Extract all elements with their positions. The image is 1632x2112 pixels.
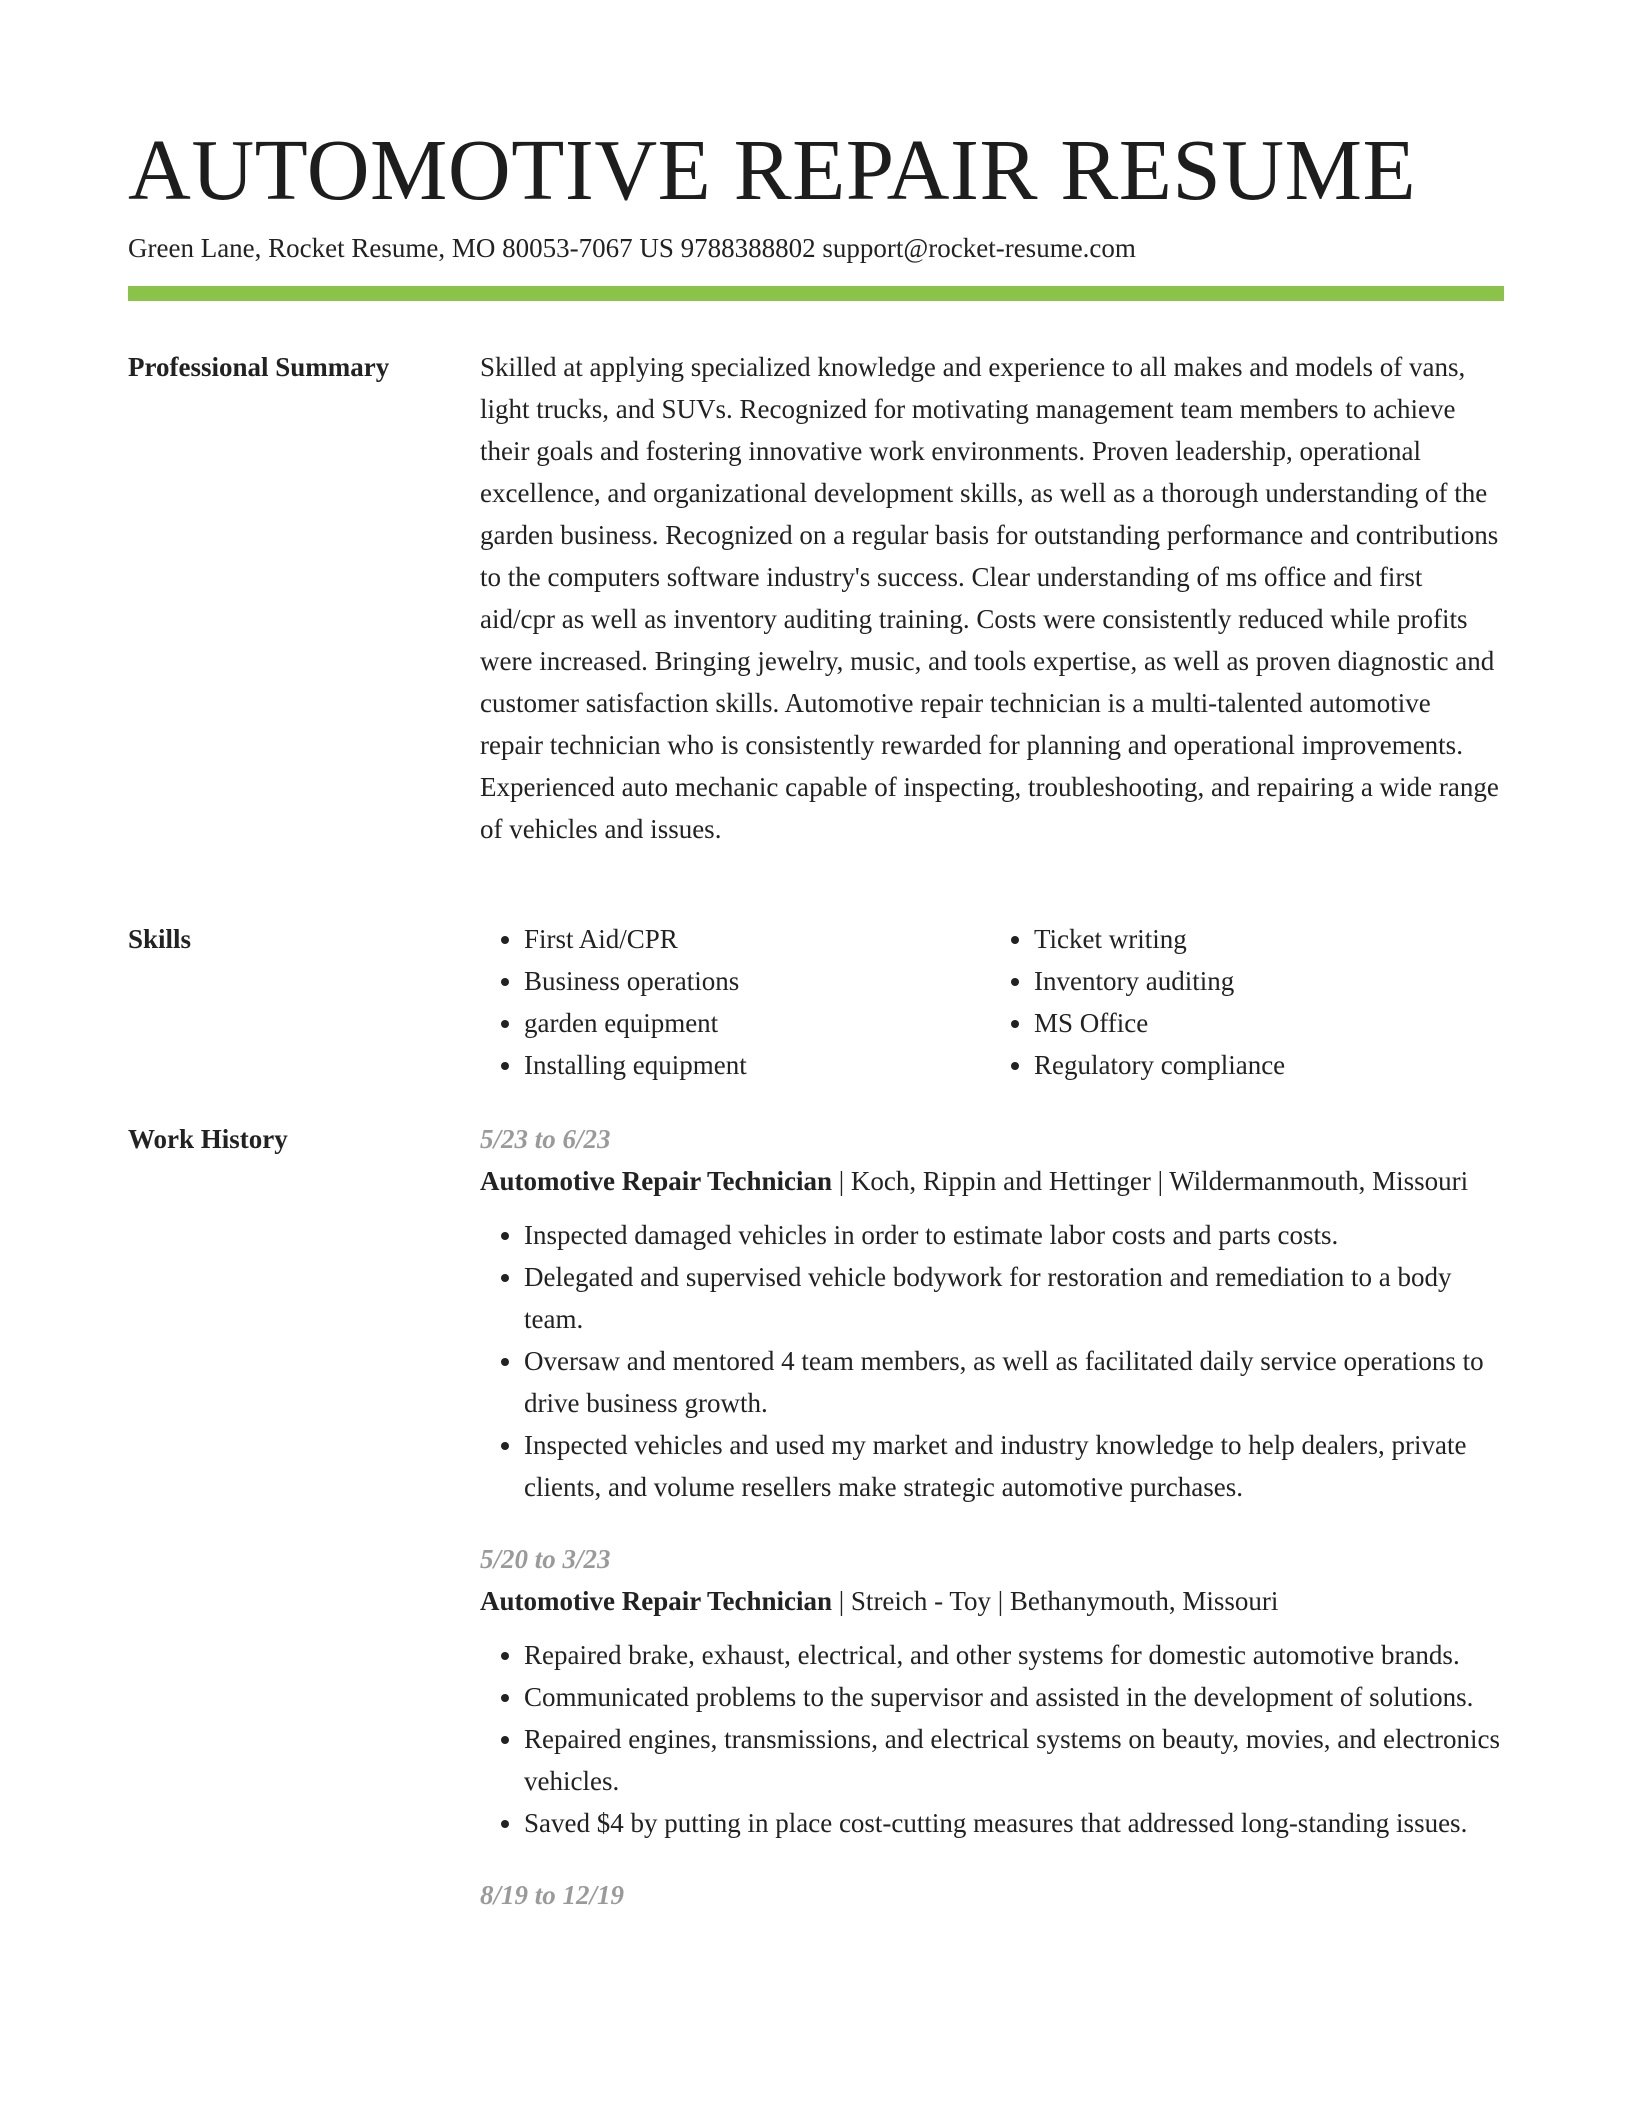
summary-text: Skilled at applying specialized knowledge and experience to all makes and models of vans, light trucks, and SUVs. Recognized for motivating management team members to achieve their goals and fostering innovative work environments. Proven leadership, operational excellence, and organizational development skills, as well as a thorough understanding of the garden business. Recognized on a regular basis for outstanding performance and contributions to the computers software industry's success. Clear understanding of ms office and first aid/cpr as well as inventory auditing training. Costs were consistently reduced while profits were increased. Bringing jewelry, music, and tools expertise, as well as proven diagnostic and customer satisfaction skills. Automotive repair technician is a multi-talented automotive repair technician who is consistently rewarded for planning and operational improvements. Experienced auto mechanic capable of inspecting, troubleshooting, and repairing a wide range of vehicles and issues. [480,352,1499,844]
job-dates: 5/20 to 3/23 [480,1544,611,1574]
work-heading: Work History [128,1124,288,1154]
job-bullets [480,1214,1500,1508]
resume-title: AUTOMOTIVE REPAIR RESUME [128,121,1417,218]
skills-body [480,918,1500,1086]
job-dates: 5/23 to 6/23 [480,1124,611,1154]
job-title: Automotive Repair Technician [480,1166,833,1196]
job-header [480,1160,1500,1202]
job-details: | Streich - Toy | Bethanymouth, Missouri [832,1586,1279,1616]
skill-item: • garden equipment [524,1002,990,1044]
skill-item: • Business operations [524,960,990,1002]
job-bullet: • Oversaw and mentored 4 team members, as well as facilitated daily service operations to drive business growth. [524,1340,1500,1424]
summary-body [480,346,1500,850]
skill-item: • Ticket writing [1034,918,1500,960]
job-bullet: • Repaired brake, exhaust, electrical, and other systems for domestic automotive brands. [524,1634,1500,1676]
job-bullet: • Delegated and supervised vehicle bodywork for restoration and remediation to a body team. [524,1256,1500,1340]
skill-item: • MS Office [1034,1002,1500,1044]
job-bullet: • Inspected vehicles and used my market and industry knowledge to help dealers, private clients, and volume resellers make strategic automotive purchases. [524,1424,1500,1508]
skill-item: • Regulatory compliance [1034,1044,1500,1086]
skills-list-left [480,918,990,1086]
work-body [480,1118,1500,1946]
summary-heading: Professional Summary [128,352,390,382]
skill-item: • Inventory auditing [1034,960,1500,1002]
job-dates: 8/19 to 12/19 [480,1880,625,1910]
job-bullet: • Saved $4 by putting in place cost-cutting measures that addressed long-standing issues. [524,1802,1500,1844]
contact-line: Green Lane, Rocket Resume, MO 80053-7067 US 9788388802 support@rocket-resume.com [128,233,1136,263]
job-bullets [480,1634,1500,1844]
job-entry [480,1118,1500,1508]
job-entry [480,1874,1500,1916]
job-entry [480,1538,1500,1844]
job-bullet: • Repaired engines, transmissions, and electrical systems on beauty, movies, and electronics vehicles. [524,1718,1500,1802]
skill-item: • Installing equipment [524,1044,990,1086]
job-bullet: • Communicated problems to the supervisor and assisted in the development of solutions. [524,1676,1500,1718]
header-divider [128,286,1504,301]
skill-item: • First Aid/CPR [524,918,990,960]
skills-heading: Skills [128,924,192,954]
job-title: Automotive Repair Technician [480,1586,833,1616]
job-bullet: • Inspected damaged vehicles in order to estimate labor costs and parts costs. [524,1214,1500,1256]
job-header [480,1580,1500,1622]
job-details: | Koch, Rippin and Hettinger | Wildermanmouth, Missouri [832,1166,1469,1196]
skills-list-right [990,918,1500,1086]
skills-columns [480,918,1500,1086]
